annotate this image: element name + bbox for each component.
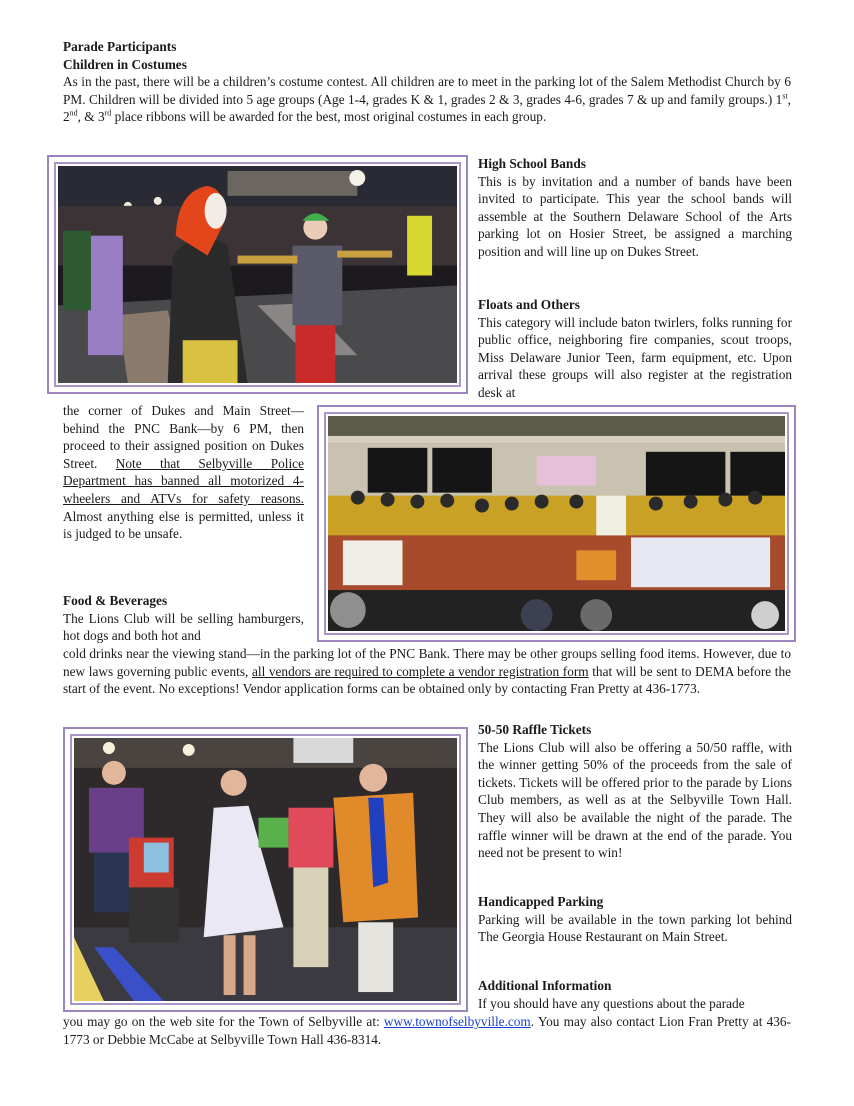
floats-heading: Floats and Others: [478, 297, 580, 312]
floats-section: [478, 296, 792, 402]
photo-frame-flintstones: [63, 727, 468, 1012]
floats-text-continued: the corner of Dukes and Main Street—behind the PNC Bank—by 6 PM, then proceed to their assigned position on Dukes Street. Note that Selbyville Police Department has banned all motorized 4-wheelers and ATVs for safety reasons. Almost anything else is permitted, unless it is judged to be unsafe.: [63, 403, 304, 542]
children-text: As in the past, there will be a children’s costume contest. All children are to meet in the parking lot of the Salem Methodist Church by 6 PM. Children will be divided into 5 age groups (Age 1-4, grades K & 1, grades 2 & 3, grades 4-6, grades 7 & up and family groups.) 1st, 2nd, & 3rd place ribbons will be awarded for the best, most original costumes in each group.: [63, 74, 791, 125]
bands-text: This is by invitation and a number of bands have been invited to participate. This year the school bands will assemble at the Southern Delaware School of the Arts parking lot on Hosier Street, be assigned a marching position and will line up on Dukes Street.: [478, 173, 792, 259]
bands-section: [478, 155, 792, 261]
section-title: Parade Participants: [63, 39, 177, 54]
town-website-link[interactable]: www.townofselbyville.com: [383, 1014, 531, 1029]
children-heading: Children in Costumes: [63, 56, 187, 72]
atv-ban-note: Note that Selbyville Police Department has banned all motorized 4-wheelers and ATVs for safety reasons.: [63, 455, 304, 506]
info-continued: [63, 1013, 791, 1048]
photo-frame-clowns: [47, 155, 468, 394]
floats-text: This category will include baton twirlers, folks running for public office, neighboring fire companies, scout troops, Miss Delaware Junior Teen, farm equipment, etc. Upon arrival these groups will also register at the registration desk at: [478, 314, 792, 400]
photo-frame-float: [317, 405, 796, 642]
info-heading: Additional Information: [478, 978, 612, 993]
vendor-registration-note: all vendors are required to complete a vendor registration form: [251, 663, 589, 679]
photo-flintstones: [74, 738, 457, 1001]
raffle-heading: 50-50 Raffle Tickets: [478, 722, 592, 737]
food-text-narrow: The Lions Club will be selling hamburgers, hot dogs and both hot and: [63, 610, 304, 644]
raffle-section: [478, 721, 792, 862]
bands-heading: High School Bands: [478, 156, 586, 171]
parking-text: Parking will be available in the town parking lot behind The Georgia House Restaurant on Main Street.: [478, 911, 792, 945]
raffle-text: The Lions Club will also be offering a 50/50 raffle, with the winner getting 50% of the proceeds from the sale of tickets. Tickets will be offered prior to the parade by Lions Club members, as well as at the Selbyville Town Hall. They will also be available the night of the parade. The raffle winner will be drawn at the end of the parade. You need not be present to win!: [478, 739, 792, 861]
info-text-wide: you may go on the web site for the Town of Selbyville at: www.townofselbyville.com. You may also contact Lion Fran Pretty at 436-1773 or Debbie McCabe at Selbyville Town Hall 436-8314.: [63, 1014, 791, 1047]
food-section: [63, 592, 304, 645]
food-continued: [63, 645, 791, 698]
food-text-wide: cold drinks near the viewing stand—in the parking lot of the PNC Bank. There may be other groups selling food items. However, due to new laws governing public events, all vendors are required to complete a vendor registration form that will be sent to DEMA before the start of the event. No exceptions! Vendor application forms can be obtained only by contacting Fran Pretty at 436-1773.: [63, 646, 791, 697]
parking-heading: Handicapped Parking: [478, 894, 604, 909]
food-heading: Food & Beverages: [63, 593, 168, 608]
floats-continued: [63, 402, 304, 543]
photo-float: [328, 416, 785, 631]
info-text-narrow: If you should have any questions about the parade: [478, 995, 745, 1011]
children-section: [63, 38, 791, 126]
parking-section: [478, 893, 792, 946]
info-section: [478, 977, 792, 1012]
photo-clowns: [58, 166, 457, 383]
